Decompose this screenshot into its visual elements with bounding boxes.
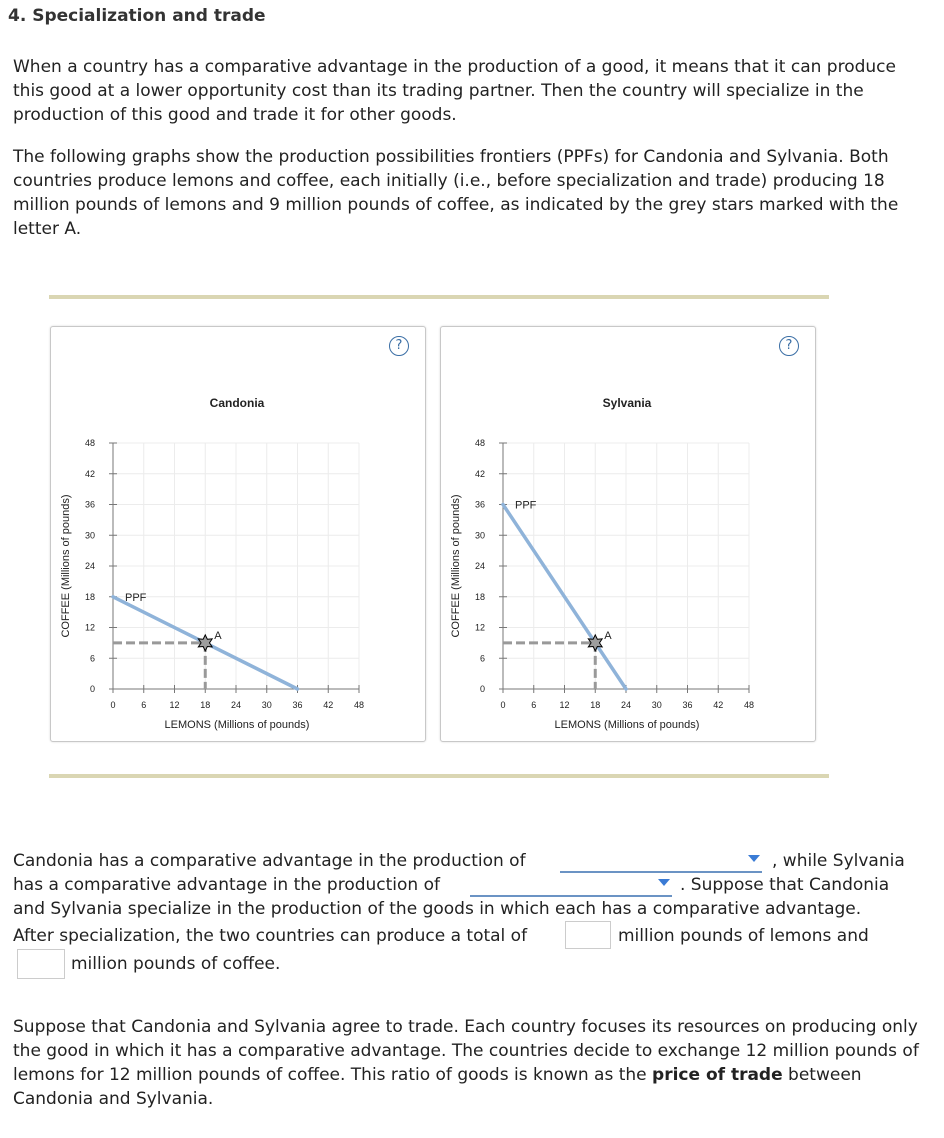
y-tick-label: 42 (84, 468, 95, 479)
question-text-8: million pounds of coffee. (71, 954, 281, 974)
y-tick-label: 48 (474, 438, 485, 448)
y-tick-label: 18 (84, 591, 95, 602)
question-text-4: . Suppose that Candonia (680, 875, 890, 895)
y-axis-label: COFFEE (Millions of pounds) (450, 494, 462, 638)
x-tick-label: 6 (531, 700, 537, 710)
trade-text-before: Suppose that Candonia and Sylvania agree to trade. Each country focuses its resources on producing only the good in which it has a comparative advantage. The countries decide to exchange 12 million pounds of lemons for 12 million pounds of coffee. This ratio of goods is known as the (13, 1017, 919, 1085)
lemons-total-input[interactable] (565, 921, 611, 949)
ppf-label: PPF (125, 591, 147, 604)
question-text-2: , while Sylvania (772, 851, 905, 871)
candonia-chart (51, 327, 425, 741)
x-tick-label: 18 (200, 700, 211, 710)
y-tick-label: 6 (89, 653, 95, 664)
sylvania-graph-panel (440, 326, 816, 742)
question-text-3: has a comparative advantage in the production of (13, 875, 440, 895)
x-tick-label: 0 (500, 700, 506, 710)
y-tick-label: 48 (84, 438, 95, 448)
candonia-graph-panel (50, 326, 426, 742)
x-tick-label: 42 (713, 700, 724, 710)
y-tick-label: 12 (84, 622, 95, 633)
chevron-down-icon (658, 879, 670, 886)
sylvania-chart (441, 327, 815, 741)
x-tick-label: 24 (230, 700, 242, 710)
chart-title: Sylvania (602, 396, 652, 410)
price-of-trade-term: price of trade (652, 1065, 783, 1085)
help-icon[interactable]: ? (779, 336, 799, 356)
point-a-label: A (604, 629, 612, 642)
y-tick-label: 6 (479, 653, 485, 664)
x-tick-label: 18 (590, 700, 601, 710)
y-tick-label: 36 (84, 499, 95, 510)
trade-paragraph (13, 1015, 928, 1111)
y-tick-label: 30 (474, 530, 485, 541)
x-tick-label: 0 (110, 700, 116, 710)
x-tick-label: 48 (353, 700, 365, 710)
page-title: 4. Specialization and trade (8, 6, 266, 26)
comparative-advantage-sylvania-dropdown[interactable] (470, 875, 672, 897)
y-tick-label: 12 (474, 622, 485, 633)
x-tick-label: 30 (261, 700, 272, 710)
trade-text-after: between Candonia and Sylvania. (13, 1065, 862, 1109)
x-axis-label: LEMONS (Millions of pounds) (164, 719, 310, 731)
point-a-label: A (214, 629, 222, 642)
x-tick-label: 30 (651, 700, 662, 710)
chevron-down-icon (748, 855, 760, 862)
divider-bottom (49, 774, 829, 778)
coffee-total-input[interactable] (17, 949, 65, 979)
ppf-label: PPF (515, 499, 537, 512)
comparative-advantage-candonia-dropdown[interactable] (560, 851, 762, 873)
y-tick-label: 24 (474, 561, 485, 571)
y-tick-label: 0 (89, 684, 95, 694)
x-tick-label: 36 (292, 700, 303, 710)
y-tick-label: 36 (474, 499, 485, 510)
chart-title: Candonia (209, 396, 265, 410)
y-tick-label: 18 (474, 591, 485, 602)
x-axis-label: LEMONS (Millions of pounds) (554, 719, 700, 731)
y-tick-label: 0 (479, 684, 485, 694)
divider-top (49, 295, 829, 299)
intro-paragraph-2: The following graphs show the production possibilities frontiers (PPFs) for Candonia and Sylvania. Both countries produce lemons and coffee, each initially (i.e., before specialization and trade) producing 18 million pounds of lemons and 9 million pounds of coffee, as indicated by the grey stars marked with the letter A. (13, 147, 899, 239)
y-tick-label: 24 (84, 561, 95, 571)
question-text-1: Candonia has a comparative advantage in the production of (13, 851, 526, 871)
x-tick-label: 36 (682, 700, 693, 710)
question-text-5: and Sylvania specialize in the production of the goods in which each has a comparative advantage. (13, 899, 862, 919)
y-tick-label: 30 (84, 530, 95, 541)
point-a-star-icon (198, 635, 212, 651)
x-tick-label: 6 (141, 700, 147, 710)
help-icon[interactable]: ? (389, 336, 409, 356)
x-tick-label: 12 (169, 700, 180, 710)
x-tick-label: 48 (743, 700, 755, 710)
y-axis-label: COFFEE (Millions of pounds) (60, 494, 72, 638)
question-text-7: million pounds of lemons and (618, 926, 869, 946)
x-tick-label: 42 (323, 700, 334, 710)
question-text-6: After specialization, the two countries can produce a total of (13, 926, 528, 946)
intro-paragraph-1: When a country has a comparative advantage in the production of a good, it means that it can produce this good at a lower opportunity cost than its trading partner. Then the country will specialize in the production of this good and trade it for other goods. (13, 57, 896, 125)
x-tick-label: 12 (559, 700, 570, 710)
y-tick-label: 42 (474, 468, 485, 479)
x-tick-label: 24 (620, 700, 632, 710)
